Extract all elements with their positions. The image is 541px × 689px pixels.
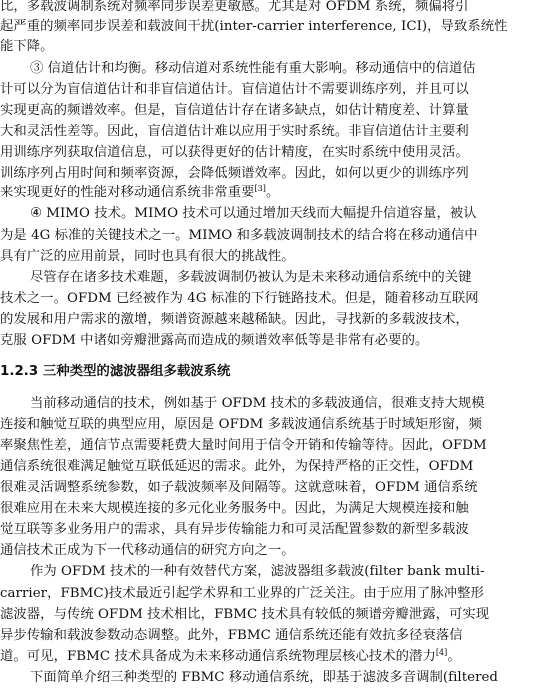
- text-line-31: 下面简单介绍三种类型的 FBMC 移动通信系统，即基于滤波多音调制(filtered: [30, 670, 499, 685]
- text-line-21: 通信系统很难满足触觉互联低延迟的需求。此外，为保持严格的正交性，OFDM: [0, 458, 474, 474]
- text-line-29: 异步传输和载波参数动态调整。此外，FBMC 通信系统还能有效抗多径衰落信: [0, 627, 463, 643]
- citation-3: [3]: [254, 184, 266, 194]
- text-line-10-end: 。: [265, 185, 280, 201]
- text-line-30: [0, 646, 541, 668]
- text-line-3: 能下降。: [0, 39, 54, 55]
- text-line-1: 比，多载波调制系统对频率同步误差更敏感。尤其是对 OFDM 系统，频偏将引: [0, 0, 469, 14]
- text-line-22: 很难灵活调整系统参数，如子载波频率及间隔等。这就意味着，OFDM 通信系统: [0, 479, 478, 495]
- text-line-30-end: 。: [447, 648, 461, 664]
- section-heading: 1.2.3 三种类型的滤波器组多载波系统: [0, 364, 231, 380]
- text-line-13: 具有广泛的应用前景，同时也具有很大的挑战性。: [0, 248, 295, 264]
- citation-4: [4]: [435, 647, 448, 657]
- text-line-20: 率聚焦性差，通信节点需要耗费大量时间用于信令开销和传输等待。因此，OFDM: [0, 437, 487, 453]
- text-line-4: ③ 信道估计和均衡。移动信道对系统性能有重大影响。移动通信中的信道估: [30, 60, 476, 76]
- text-line-7: 大和灵活性差等。因此，盲信道估计难以应用于实时系统。非盲信道估计主要利: [0, 123, 469, 139]
- text-line-2: 起严重的频率同步误差和载波间干扰(inter-carrier interference, ICI)，导致系统性: [0, 19, 508, 35]
- text-line-15: 技术之一。OFDM 已经被作为 4G 标准的下行链路技术。但是，随着移动互联网: [0, 290, 479, 306]
- text-line-5: 计可以分为盲信道估计和非盲信道估计。盲信道估计不需要训练序列，并且可以: [0, 81, 469, 97]
- text-line-28: 滤波器，与传统 OFDM 技术相比，FBMC 技术具有较低的频谱旁瓣泄露，可实现: [0, 606, 490, 622]
- text-line-27: carrier，FBMC)技术最近引起学术界和工业界的广泛关注。由于应用了脉冲整形: [0, 585, 484, 601]
- text-line-19: 连接和触觉互联的典型应用，原因是 OFDM 多载波通信系统基于时域矩形窗，频: [0, 416, 482, 432]
- text-line-10: [0, 182, 541, 204]
- text-line-18: 当前移动通信的技术，例如基于 OFDM 技术的多载波通信，很难支持大规模: [30, 395, 485, 411]
- text-line-6: 实现更高的频谱效率。但是，盲信道估计存在诸多缺点，如估计精度差、计算量: [0, 102, 469, 118]
- text-line-25: 通信技术正成为下一代移动通信的研究方向之一。: [0, 543, 295, 559]
- text-line-9: 训练序列占用时间和频率资源，会降低频谱效率。因此，如何以更少的训练序列: [0, 166, 469, 182]
- text-line-10-body: 来实现更好的性能对移动通信系统非常重要: [0, 185, 255, 201]
- text-line-8: 用训练序列获取信道信息，可以获得更好的估计精度，在实时系统中使用灵活。: [0, 144, 469, 160]
- text-line-23: 很难应用在未来大规模连接的多元化业务服务中。因此，为满足大规模连接和触: [0, 501, 469, 517]
- text-line-30-body: 道。可见，FBMC 技术具备成为未来移动通信系统物理层核心技术的潜力: [0, 648, 436, 664]
- text-line-17: 克服 OFDM 中诸如旁瓣泄露高而造成的频谱效率低等是非常有必要的。: [0, 333, 429, 349]
- text-line-14: 尽管存在诸多技术难题，多载波调制仍被认为是未来移动通信系统中的关键: [30, 269, 472, 285]
- text-line-24: 觉互联等多业务用户的需求，具有异步传输能力和可灵活配置参数的新型多载波: [0, 522, 469, 538]
- text-line-12: 为是 4G 标准的关键技术之一。MIMO 和多载波调制技术的结合将在移动通信中: [0, 227, 478, 243]
- text-line-16: 的发展和用户需求的激增，频谱资源越来越稀缺。因此，寻找新的多载波技术，: [0, 312, 469, 327]
- text-line-26: 作为 OFDM 技术的一种有效替代方案，滤波器组多载波(filter bank multi-: [30, 564, 485, 580]
- text-line-11: ④ MIMO 技术。MIMO 技术可以通过增加天线而大幅提升信道容量，被认: [30, 206, 477, 222]
